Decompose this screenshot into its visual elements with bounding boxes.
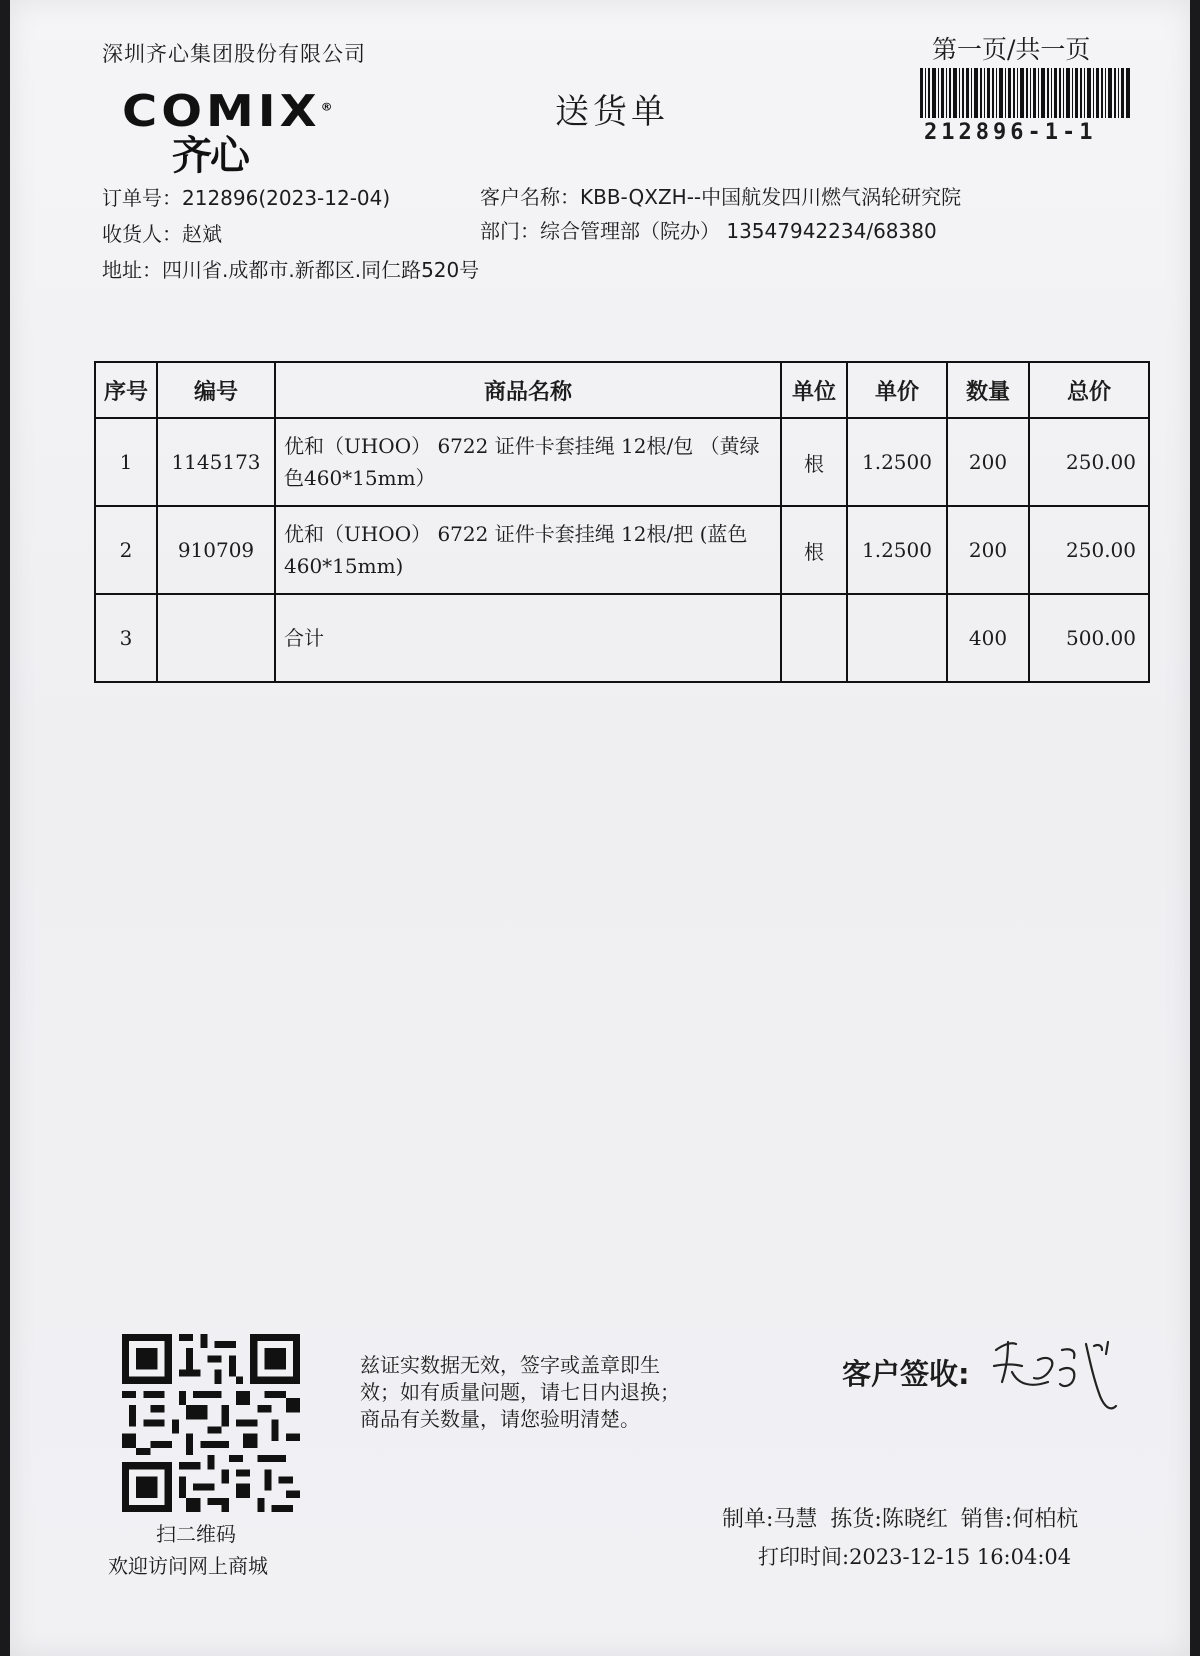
company-name: 深圳齐心集团股份有限公司 xyxy=(102,42,366,66)
cell-code: 910709 xyxy=(157,506,275,594)
cell-quantity: 200 xyxy=(947,506,1029,594)
cell-seq: 3 xyxy=(95,594,157,682)
barcode-number: 212896-1-1 xyxy=(924,120,1097,145)
notice-line: 商品有关数量，请您验明清楚。 xyxy=(360,1407,640,1431)
cell-seq: 1 xyxy=(95,418,157,506)
header-code: 编号 xyxy=(157,362,275,418)
handwritten-signature xyxy=(990,1336,1140,1416)
header-quantity: 数量 xyxy=(947,362,1029,418)
cell-unit-price xyxy=(847,594,947,682)
customer-name: 客户名称：KBB-QXZH--中国航发四川燃气涡轮研究院 xyxy=(480,185,962,209)
table-header-row xyxy=(95,362,1149,418)
table-row xyxy=(95,506,1149,594)
cell-unit-price: 1.2500 xyxy=(847,418,947,506)
cell-total: 500.00 xyxy=(1029,594,1149,682)
cell-code xyxy=(157,594,275,682)
cell-quantity: 200 xyxy=(947,418,1029,506)
items-table xyxy=(94,361,1150,683)
cell-unit: 根 xyxy=(781,418,847,506)
logo-cjk: 齐心 xyxy=(172,133,248,179)
cell-total: 250.00 xyxy=(1029,418,1149,506)
header-seq: 序号 xyxy=(95,362,157,418)
cell-quantity: 400 xyxy=(947,594,1029,682)
customer-signature-label: 客户签收: xyxy=(842,1357,970,1391)
qr-caption: 扫二维码 xyxy=(156,1522,236,1546)
registered-mark: ® xyxy=(320,100,337,114)
order-number: 订单号：212896(2023-12-04) xyxy=(102,186,391,210)
comix-logo xyxy=(122,86,362,180)
header-unit-price: 单价 xyxy=(847,362,947,418)
document-title: 送货单 xyxy=(555,92,669,132)
cell-seq: 2 xyxy=(95,506,157,594)
notice-text xyxy=(360,1352,760,1433)
qr-code xyxy=(122,1334,300,1512)
cell-unit-price: 1.2500 xyxy=(847,506,947,594)
notice-line: 效；如有质量问题，请七日内退换； xyxy=(360,1380,680,1404)
barcode xyxy=(920,68,1130,118)
receiver: 收货人：赵斌 xyxy=(102,222,222,246)
qr-subcaption: 欢迎访问网上商城 xyxy=(108,1554,268,1578)
delivery-note-paper xyxy=(10,0,1190,1656)
cell-product-name: 优和（UHOO） 6722 证件卡套挂绳 12根/包 （黄绿色460*15mm） xyxy=(275,418,781,506)
notice-line: 兹证实数据无效，签字或盖章即生 xyxy=(360,1353,660,1377)
cell-unit xyxy=(781,594,847,682)
cell-product-name: 优和（UHOO） 6722 证件卡套挂绳 12根/把 (蓝色460*15mm) xyxy=(275,506,781,594)
print-time: 打印时间:2023-12-15 16:04:04 xyxy=(758,1545,1072,1569)
staff-info: 制单:马慧 拣货:陈晓红 销售:何柏杭 xyxy=(722,1507,1079,1532)
header-product-name: 商品名称 xyxy=(275,362,781,418)
page-info: 第一页/共一页 xyxy=(932,35,1091,64)
header-total: 总价 xyxy=(1029,362,1149,418)
cell-total: 250.00 xyxy=(1029,506,1149,594)
cell-code: 1145173 xyxy=(157,418,275,506)
address: 地址：四川省.成都市.新都区.同仁路520号 xyxy=(102,258,480,282)
table-row-total xyxy=(95,594,1149,682)
cell-unit: 根 xyxy=(781,506,847,594)
table-row xyxy=(95,418,1149,506)
header-unit: 单位 xyxy=(781,362,847,418)
department: 部门：综合管理部（院办） 13547942234/68380 xyxy=(480,219,937,243)
cell-total-label: 合计 xyxy=(275,594,781,682)
logo-wordmark: COMIX xyxy=(122,86,321,137)
